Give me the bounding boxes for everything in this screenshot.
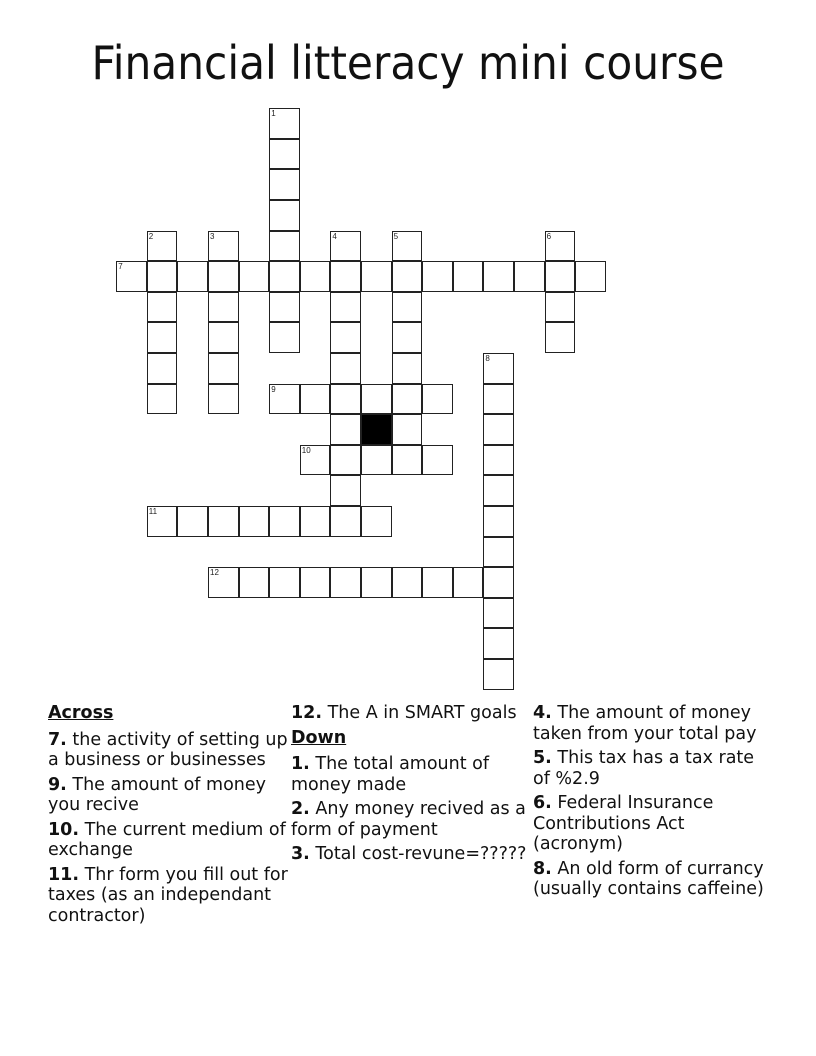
grid-cell[interactable] xyxy=(392,384,423,415)
grid-cell[interactable] xyxy=(147,261,178,292)
grid-cell[interactable] xyxy=(300,506,331,537)
grid-cell[interactable] xyxy=(483,567,514,598)
grid-cell[interactable] xyxy=(514,261,545,292)
clue-down-2 xyxy=(291,799,531,840)
grid-cell[interactable] xyxy=(483,384,514,415)
clues-column-1 xyxy=(48,703,288,930)
grid-cell[interactable] xyxy=(453,567,484,598)
grid-cell[interactable] xyxy=(300,567,331,598)
grid-cell[interactable] xyxy=(330,475,361,506)
grid-cell[interactable] xyxy=(483,261,514,292)
grid-cell[interactable] xyxy=(147,384,178,415)
grid-cell[interactable] xyxy=(208,292,239,323)
grid-cell[interactable] xyxy=(147,322,178,353)
clue-number: 1. xyxy=(291,754,310,774)
cell-number: 9 xyxy=(271,384,276,394)
grid-cell[interactable] xyxy=(545,261,576,292)
grid-cell[interactable] xyxy=(483,445,514,476)
grid-cell[interactable] xyxy=(300,261,331,292)
grid-cell[interactable] xyxy=(269,567,300,598)
clue-text: The amount of money taken from your total pay xyxy=(533,703,757,744)
grid-cell[interactable] xyxy=(422,567,453,598)
cell-number: 1 xyxy=(271,109,276,119)
grid-cell[interactable] xyxy=(422,445,453,476)
clue-text: Any money recived as a form of payment xyxy=(291,799,526,840)
clue-number: 10. xyxy=(48,819,80,840)
cell-number: 5 xyxy=(393,231,399,241)
clue-text: Federal Insurance Contributions Act (acronym) xyxy=(533,793,714,854)
grid-cell[interactable] xyxy=(483,659,514,690)
grid-cell[interactable] xyxy=(545,231,576,262)
clue-across-11 xyxy=(48,865,288,927)
clue-text: The current medium of exchange xyxy=(48,819,286,860)
grid-cell[interactable] xyxy=(269,169,300,200)
grid-cell[interactable] xyxy=(392,353,423,384)
grid-cell[interactable] xyxy=(392,292,423,323)
grid-cell[interactable] xyxy=(269,322,300,353)
clues-column-2 xyxy=(291,703,531,869)
grid-cell[interactable] xyxy=(269,200,300,231)
grid-cell[interactable] xyxy=(147,292,178,323)
grid-cell[interactable] xyxy=(483,353,514,384)
grid-cell[interactable] xyxy=(483,628,514,659)
grid-cell[interactable] xyxy=(545,322,576,353)
clue-number: 9. xyxy=(48,774,67,795)
cell-number: 11 xyxy=(148,507,158,516)
grid-cell[interactable] xyxy=(330,445,361,476)
cell-number: 10 xyxy=(301,445,311,455)
clue-across-7 xyxy=(48,730,288,771)
grid-cell[interactable] xyxy=(177,261,208,292)
grid-cell[interactable] xyxy=(208,261,239,292)
cell-number: 12 xyxy=(210,568,219,578)
grid-cell[interactable] xyxy=(330,384,361,415)
cell-number: 4 xyxy=(332,231,337,241)
grid-cell[interactable] xyxy=(545,292,576,323)
grid-cell[interactable] xyxy=(147,506,178,537)
clue-across-12 xyxy=(291,703,531,724)
grid-cell[interactable] xyxy=(330,506,361,537)
grid-cell[interactable] xyxy=(269,261,300,292)
grid-cell[interactable] xyxy=(483,598,514,629)
grid-cell[interactable] xyxy=(361,567,392,598)
grid-cell[interactable] xyxy=(147,231,178,262)
clue-down-3 xyxy=(291,844,531,865)
grid-cell[interactable] xyxy=(422,261,453,292)
clue-down-8 xyxy=(533,859,773,900)
clue-across-9 xyxy=(48,775,288,816)
grid-cell[interactable] xyxy=(392,414,423,445)
clue-number: 5. xyxy=(533,748,552,768)
clue-number: 11. xyxy=(48,864,80,885)
grid-cell[interactable] xyxy=(208,567,239,598)
black-cell xyxy=(361,414,392,445)
clue-text: The A in SMART goals xyxy=(322,703,517,723)
grid-cell[interactable] xyxy=(361,506,392,537)
cell-number: 7 xyxy=(118,262,123,272)
grid-cell[interactable] xyxy=(453,261,484,292)
clue-number: 12. xyxy=(291,703,323,723)
cell-number: 3 xyxy=(210,231,215,241)
grid-cell[interactable] xyxy=(208,353,239,384)
clue-number: 8. xyxy=(533,858,552,879)
across-heading: Across xyxy=(48,703,114,723)
grid-cell[interactable] xyxy=(208,506,239,537)
grid-cell[interactable] xyxy=(330,292,361,323)
grid-cell[interactable] xyxy=(208,384,239,415)
grid-cell[interactable] xyxy=(208,231,239,262)
clue-number: 6. xyxy=(533,793,552,813)
grid-cell[interactable] xyxy=(269,292,300,323)
grid-cell[interactable] xyxy=(269,231,300,262)
clue-text: the activity of setting up a business or businesses xyxy=(48,729,288,770)
grid-cell[interactable] xyxy=(392,445,423,476)
puzzle-title: Financial litteracy mini course xyxy=(91,36,725,90)
grid-cell[interactable] xyxy=(208,322,239,353)
clue-down-6 xyxy=(533,793,773,855)
down-heading: Down xyxy=(291,727,347,748)
clue-text: Total cost-revune=????? xyxy=(309,844,527,864)
cell-number: 8 xyxy=(485,354,490,363)
clue-number: 3. xyxy=(291,844,310,864)
clue-text: An old form of currancy (usually contains caffeine) xyxy=(533,858,764,899)
grid-cell[interactable] xyxy=(239,261,270,292)
grid-cell[interactable] xyxy=(330,261,361,292)
grid-cell[interactable] xyxy=(239,506,270,537)
grid-cell[interactable] xyxy=(116,261,147,292)
grid-cell[interactable] xyxy=(269,506,300,537)
grid-cell[interactable] xyxy=(300,384,331,415)
clue-text: The total amount of money made xyxy=(291,754,490,795)
clue-down-5 xyxy=(533,748,773,789)
grid-cell[interactable] xyxy=(177,506,208,537)
grid-cell[interactable] xyxy=(361,445,392,476)
cell-number: 2 xyxy=(148,231,154,241)
grid-cell[interactable] xyxy=(330,414,361,445)
grid-cell[interactable] xyxy=(483,537,514,568)
grid-cell[interactable] xyxy=(269,139,300,170)
grid-cell[interactable] xyxy=(330,322,361,353)
grid-cell[interactable] xyxy=(330,567,361,598)
cell-number: 6 xyxy=(546,231,552,241)
grid-cell[interactable] xyxy=(483,475,514,506)
grid-cell[interactable] xyxy=(422,384,453,415)
grid-cell[interactable] xyxy=(300,445,331,476)
grid-cell[interactable] xyxy=(330,231,361,262)
grid-cell[interactable] xyxy=(361,384,392,415)
clues-column-3 xyxy=(533,703,773,904)
clue-number: 4. xyxy=(533,703,552,723)
clue-text: Thr form you fill out for taxes (as an independant contractor) xyxy=(48,864,288,926)
grid-cell[interactable] xyxy=(239,567,270,598)
grid-cell[interactable] xyxy=(483,506,514,537)
grid-cell[interactable] xyxy=(269,108,300,139)
grid-cell[interactable] xyxy=(330,353,361,384)
grid-cell[interactable] xyxy=(392,261,423,292)
grid-cell[interactable] xyxy=(575,261,606,292)
grid-cell[interactable] xyxy=(392,231,423,262)
grid-cell[interactable] xyxy=(147,353,178,384)
clue-down-1 xyxy=(291,754,531,795)
clue-number: 7. xyxy=(48,729,67,750)
grid-cell[interactable] xyxy=(483,414,514,445)
grid-cell[interactable] xyxy=(361,261,392,292)
clue-text: The amount of money you recive xyxy=(48,774,266,815)
grid-cell[interactable] xyxy=(269,384,300,415)
clue-number: 2. xyxy=(291,799,310,819)
crossword-grid xyxy=(117,109,607,691)
clue-down-4 xyxy=(533,703,773,744)
clue-across-10 xyxy=(48,820,288,861)
grid-cell[interactable] xyxy=(392,567,423,598)
grid-cell[interactable] xyxy=(392,322,423,353)
clue-text: This tax has a tax rate of %2.9 xyxy=(533,748,755,789)
